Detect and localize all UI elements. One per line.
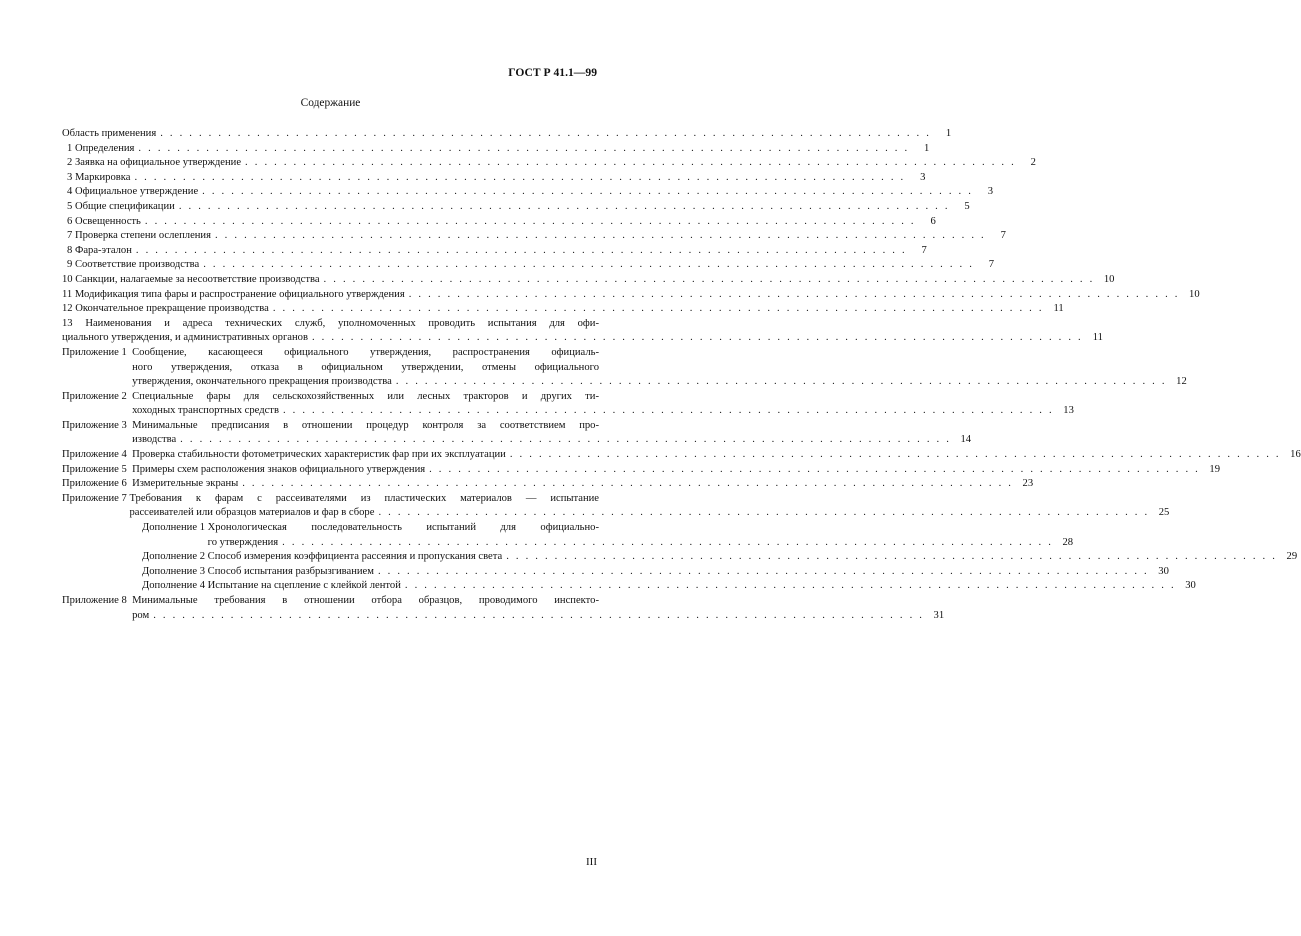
toc-entry-text: Способ измерения коэффициента рассеяния и пропускания света bbox=[207, 551, 503, 563]
toc-entry-text: го утверждения bbox=[207, 536, 279, 548]
toc-entry-text: Минимальные требования в отношении отбора образцов, проводимого инспекто- bbox=[132, 595, 599, 606]
toc-page-number: 2 bbox=[1030, 157, 1036, 169]
toc-entry[interactable] bbox=[62, 302, 1064, 317]
toc-entry-text: Минимальные предписания в отношении процедур контроля за соответствием про- bbox=[132, 419, 599, 431]
toc-entry-text: 12 Окончательное прекращение производства bbox=[62, 303, 269, 315]
toc-entry-label: Приложение 1 bbox=[62, 346, 133, 358]
page-title: Содержание bbox=[300, 97, 361, 109]
toc-page-number: 29 bbox=[1286, 551, 1298, 563]
toc-entry-text: Испытание на сцепление с клейкой лентой bbox=[207, 580, 401, 592]
toc-entry-text: Хронологическая последовательность испытаний для официально- bbox=[207, 522, 599, 534]
toc-entry[interactable] bbox=[62, 579, 1196, 594]
toc-entry-text: 4 Официальное утверждение bbox=[67, 186, 199, 198]
toc-entry-text: Примеры схем расположения знаков официального утверждения bbox=[132, 463, 426, 475]
dot-leader: . . . . . . . . . . . . . . . . . . . . . . . . . . . . . . . . . . . . . . . . . . . . . . . . . . . . . . . . . . . . . . . . . . . . . . . . . . . . . . . . bbox=[242, 478, 1014, 490]
toc-entry-text: утверждения, окончательного прекращения производства bbox=[132, 376, 392, 388]
toc-page-number: 6 bbox=[930, 215, 936, 227]
toc-page-number: 11 bbox=[1053, 303, 1064, 315]
toc-entry-text: Способ испытания разбрызгиванием bbox=[207, 565, 374, 577]
toc-entry-text: Сообщение, касающееся официального утверждения, распространения официаль- bbox=[132, 346, 599, 358]
dot-leader: . . . . . . . . . . . . . . . . . . . . . . . . . . . . . . . . . . . . . . . . . . . . . . . . . . . . . . . . . . . . . . . . . . . . . . . . . . . . . . . . bbox=[178, 200, 950, 212]
toc-page-number: 7 bbox=[1000, 230, 1006, 242]
toc-entry[interactable] bbox=[62, 448, 1301, 463]
toc-page-number: 3 bbox=[920, 171, 926, 183]
toc-entry-text: Измерительные экраны bbox=[132, 478, 239, 490]
toc-entry[interactable] bbox=[62, 273, 1115, 288]
toc-page-number: 3 bbox=[987, 186, 994, 198]
dot-leader: . . . . . . . . . . . . . . . . . . . . . . . . . . . . . . . . . . . . . . . . . . . . . . . . . . . . . . . . . . . . . . . . . . . . . . . . . . . . . . . . bbox=[395, 376, 1167, 388]
dot-leader: . . . . . . . . . . . . . . . . . . . . . . . . . . . . . . . . . . . . . . . . . . . . . . . . . . . . . . . . . . . . . . . . . . . . . . . . . . . . . . . . bbox=[134, 171, 906, 183]
dot-leader: . . . . . . . . . . . . . . . . . . . . . . . . . . . . . . . . . . . . . . . . . . . . . . . . . . . . . . . . . . . . . . . . . . . . . . . . . . . . . . . . bbox=[282, 536, 1054, 548]
toc-entry-text: 9 Соответствие производства bbox=[67, 259, 200, 271]
dot-leader: . . . . . . . . . . . . . . . . . . . . . . . . . . . . . . . . . . . . . . . . . . . . . . . . . . . . . . . . . . . . . . . . . . . . . . . . . . . . . . . . bbox=[311, 332, 1083, 344]
toc-entry-text: Требования к фарам с рассеивателями из пластических материалов — испытание bbox=[129, 492, 599, 504]
dot-leader: . . . . . . . . . . . . . . . . . . . . . . . . . . . . . . . . . . . . . . . . . . . . . . . . . . . . . . . . . . . . . . . . . . . . . . . . . . . . . . . . bbox=[214, 230, 986, 242]
toc-page-number: 10 bbox=[1189, 288, 1200, 300]
toc-entry[interactable] bbox=[62, 244, 927, 259]
dot-leader: . . . . . . . . . . . . . . . . . . . . . . . . . . . . . . . . . . . . . . . . . . . . . . . . . . . . . . . . . . . . . . . . . . . . . . . . . . . . . . . . bbox=[323, 273, 1095, 285]
dot-leader: . . . . . . . . . . . . . . . . . . . . . . . . . . . . . . . . . . . . . . . . . . . . . . . . . . . . . . . . . . . . . . . . . . . . . . . . . . . . . . . . bbox=[160, 128, 932, 139]
toc-page-number: 30 bbox=[1185, 580, 1196, 592]
table-of-contents bbox=[62, 127, 1301, 623]
toc-entry-label: Дополнение 4 bbox=[142, 580, 208, 592]
dot-leader: . . . . . . . . . . . . . . . . . . . . . . . . . . . . . . . . . . . . . . . . . . . . . . . . . . . . . . . . . . . . . . . . . . . . . . . . . . . . . . . . bbox=[180, 434, 952, 446]
toc-page-number: 12 bbox=[1176, 376, 1187, 388]
toc-page-number: 7 bbox=[921, 244, 927, 256]
toc-page-number: 7 bbox=[988, 259, 995, 271]
toc-page-number: 11 bbox=[1092, 332, 1103, 344]
dot-leader: . . . . . . . . . . . . . . . . . . . . . . . . . . . . . . . . . . . . . . . . . . . . . . . . . . . . . . . . . . . . . . . . . . . . . . . . . . . . . . . . bbox=[282, 405, 1054, 417]
toc-entry-text: 6 Освещенность bbox=[67, 215, 141, 227]
toc-entry[interactable] bbox=[62, 142, 930, 157]
toc-entry[interactable] bbox=[62, 229, 1006, 244]
toc-entry[interactable] bbox=[62, 215, 936, 230]
dot-leader: . . . . . . . . . . . . . . . . . . . . . . . . . . . . . . . . . . . . . . . . . . . . . . . . . . . . . . . . . . . . . . . . . . . . . . . . . . . . . . . . bbox=[135, 244, 907, 256]
dot-leader: . . . . . . . . . . . . . . . . . . . . . . . . . . . . . . . . . . . . . . . . . . . . . . . . . . . . . . . . . . . . . . . . . . . . . . . . . . . . . . . . bbox=[203, 259, 975, 271]
toc-page-number: 31 bbox=[933, 609, 945, 621]
toc-entry[interactable] bbox=[62, 492, 1170, 521]
toc-entry-text: 8 Фара-эталон bbox=[67, 244, 132, 256]
toc-entry[interactable] bbox=[62, 185, 994, 200]
dot-leader: . . . . . . . . . . . . . . . . . . . . . . . . . . . . . . . . . . . . . . . . . . . . . . . . . . . . . . . . . . . . . . . . . . . . . . . . . . . . . . . . bbox=[144, 215, 916, 227]
toc-entry-text: изводства bbox=[132, 434, 177, 446]
toc-entry-label: Дополнение 1 bbox=[142, 522, 208, 534]
toc-entry[interactable] bbox=[62, 317, 1103, 346]
toc-entry-text: 7 Проверка степени ослепления bbox=[67, 230, 211, 242]
toc-page-number: 5 bbox=[964, 200, 970, 212]
toc-entry-text: циального утверждения, и административных органов bbox=[62, 332, 308, 344]
toc-page-number: 19 bbox=[1209, 463, 1221, 475]
document-code: ГОСТ Р 41.1—99 bbox=[508, 66, 597, 79]
toc-entry-label: Приложение 7 bbox=[62, 492, 130, 504]
toc-entry-text: хоходных транспортных средств bbox=[132, 405, 279, 417]
toc-entry[interactable] bbox=[62, 565, 1169, 580]
toc-entry-text: 5 Общие спецификации bbox=[67, 200, 175, 212]
toc-entry-text: Проверка стабильности фотометрических характеристик фар при их эксплуатации bbox=[132, 449, 506, 461]
toc-entry-text: рассеивателей или образцов материалов и фар в сборе bbox=[129, 507, 375, 519]
toc-entry[interactable] bbox=[62, 156, 1036, 171]
toc-entry-label: Приложение 4 bbox=[62, 449, 133, 461]
toc-page-number: 30 bbox=[1158, 565, 1169, 577]
toc-page-number: 25 bbox=[1158, 507, 1170, 519]
toc-entry-label: Приложение 2 bbox=[62, 390, 133, 402]
dot-leader: . . . . . . . . . . . . . . . . . . . . . . . . . . . . . . . . . . . . . . . . . . . . . . . . . . . . . . . . . . . . . . . . . . . . . . . . . . . . . . . . bbox=[377, 565, 1149, 577]
toc-page-number: 28 bbox=[1062, 536, 1074, 548]
toc-page-number: 1 bbox=[945, 128, 952, 139]
toc-entry-text: 2 Заявка на официальное утверждение bbox=[67, 157, 242, 169]
toc-page-number: 16 bbox=[1290, 449, 1301, 461]
toc-entry[interactable] bbox=[62, 127, 952, 142]
toc-entry[interactable] bbox=[62, 390, 1074, 419]
toc-entry-label: Дополнение 2 bbox=[142, 551, 208, 563]
toc-entry[interactable] bbox=[62, 550, 1298, 565]
toc-entry-label: Приложение 5 bbox=[62, 463, 133, 475]
toc-entry-label: Дополнение 3 bbox=[142, 565, 208, 577]
toc-entry-text: Область применения bbox=[62, 128, 157, 139]
toc-entry[interactable] bbox=[62, 346, 1187, 390]
toc-entry-text: ного утверждения, отказа в официальном утверждении, отмены официального bbox=[132, 361, 599, 373]
dot-leader: . . . . . . . . . . . . . . . . . . . . . . . . . . . . . . . . . . . . . . . . . . . . . . . . . . . . . . . . . . . . . . . . . . . . . . . . . . . . . . . . bbox=[272, 303, 1044, 315]
dot-leader: . . . . . . . . . . . . . . . . . . . . . . . . . . . . . . . . . . . . . . . . . . . . . . . . . . . . . . . . . . . . . . . . . . . . . . . . . . . . . . . . bbox=[153, 609, 925, 621]
dot-leader: . . . . . . . . . . . . . . . . . . . . . . . . . . . . . . . . . . . . . . . . . . . . . . . . . . . . . . . . . . . . . . . . . . . . . . . . . . . . . . . . bbox=[404, 580, 1176, 592]
toc-page-number: 14 bbox=[960, 434, 972, 446]
toc-entry[interactable] bbox=[62, 463, 1221, 478]
toc-page-number: 13 bbox=[1063, 405, 1074, 417]
dot-leader: . . . . . . . . . . . . . . . . . . . . . . . . . . . . . . . . . . . . . . . . . . . . . . . . . . . . . . . . . . . . . . . . . . . . . . . . . . . . . . . . bbox=[408, 288, 1180, 300]
dot-leader: . . . . . . . . . . . . . . . . . . . . . . . . . . . . . . . . . . . . . . . . . . . . . . . . . . . . . . . . . . . . . . . . . . . . . . . . . . . . . . . . bbox=[202, 186, 974, 198]
dot-leader: . . . . . . . . . . . . . . . . . . . . . . . . . . . . . . . . . . . . . . . . . . . . . . . . . . . . . . . . . . . . . . . . . . . . . . . . . . . . . . . . bbox=[138, 142, 910, 154]
toc-entry-label: Приложение 8 bbox=[62, 595, 133, 606]
toc-page-number: 23 bbox=[1022, 478, 1034, 490]
toc-entry-text: 13 Наименования и адреса технических служб, уполномоченных проводить испытания для офи- bbox=[62, 317, 599, 329]
dot-leader: . . . . . . . . . . . . . . . . . . . . . . . . . . . . . . . . . . . . . . . . . . . . . . . . . . . . . . . . . . . . . . . . . . . . . . . . . . . . . . . . bbox=[378, 507, 1150, 519]
toc-entry[interactable] bbox=[62, 477, 1034, 492]
toc-entry-text: 1 Определения bbox=[67, 142, 135, 154]
toc-page-number: 10 bbox=[1103, 273, 1115, 285]
toc-entry[interactable] bbox=[62, 171, 926, 186]
toc-entry-text: 10 Санкции, налагаемые за несоответствие производства bbox=[62, 273, 320, 285]
toc-page-number: 1 bbox=[924, 142, 930, 154]
toc-entry-text: ром bbox=[132, 609, 150, 621]
toc-entry-text: 11 Модификация типа фары и распространение официального утверждения bbox=[62, 288, 405, 300]
toc-entry-label: Приложение 3 bbox=[62, 419, 133, 431]
toc-entry-text: 3 Маркировка bbox=[67, 171, 131, 183]
dot-leader: . . . . . . . . . . . . . . . . . . . . . . . . . . . . . . . . . . . . . . . . . . . . . . . . . . . . . . . . . . . . . . . . . . . . . . . . . . . . . . . . bbox=[509, 449, 1281, 461]
dot-leader: . . . . . . . . . . . . . . . . . . . . . . . . . . . . . . . . . . . . . . . . . . . . . . . . . . . . . . . . . . . . . . . . . . . . . . . . . . . . . . . . bbox=[429, 463, 1201, 475]
dot-leader: . . . . . . . . . . . . . . . . . . . . . . . . . . . . . . . . . . . . . . . . . . . . . . . . . . . . . . . . . . . . . . . . . . . . . . . . . . . . . . . . bbox=[245, 157, 1016, 169]
toc-entry-label: Приложение 6 bbox=[62, 478, 133, 490]
toc-entry[interactable] bbox=[62, 419, 972, 448]
dot-leader: . . . . . . . . . . . . . . . . . . . . . . . . . . . . . . . . . . . . . . . . . . . . . . . . . . . . . . . . . . . . . . . . . . . . . . . . . . . . . . . . bbox=[506, 551, 1278, 563]
toc-entry[interactable] bbox=[62, 288, 1200, 303]
toc-entry[interactable] bbox=[62, 258, 995, 273]
toc-entry-text: Специальные фары для сельскохозяйственных или лесных тракторов и других ти- bbox=[132, 390, 599, 402]
page-number: III bbox=[586, 856, 597, 868]
toc-entry[interactable] bbox=[62, 521, 1074, 550]
toc-entry[interactable] bbox=[62, 594, 945, 623]
toc-entry[interactable] bbox=[62, 200, 970, 215]
